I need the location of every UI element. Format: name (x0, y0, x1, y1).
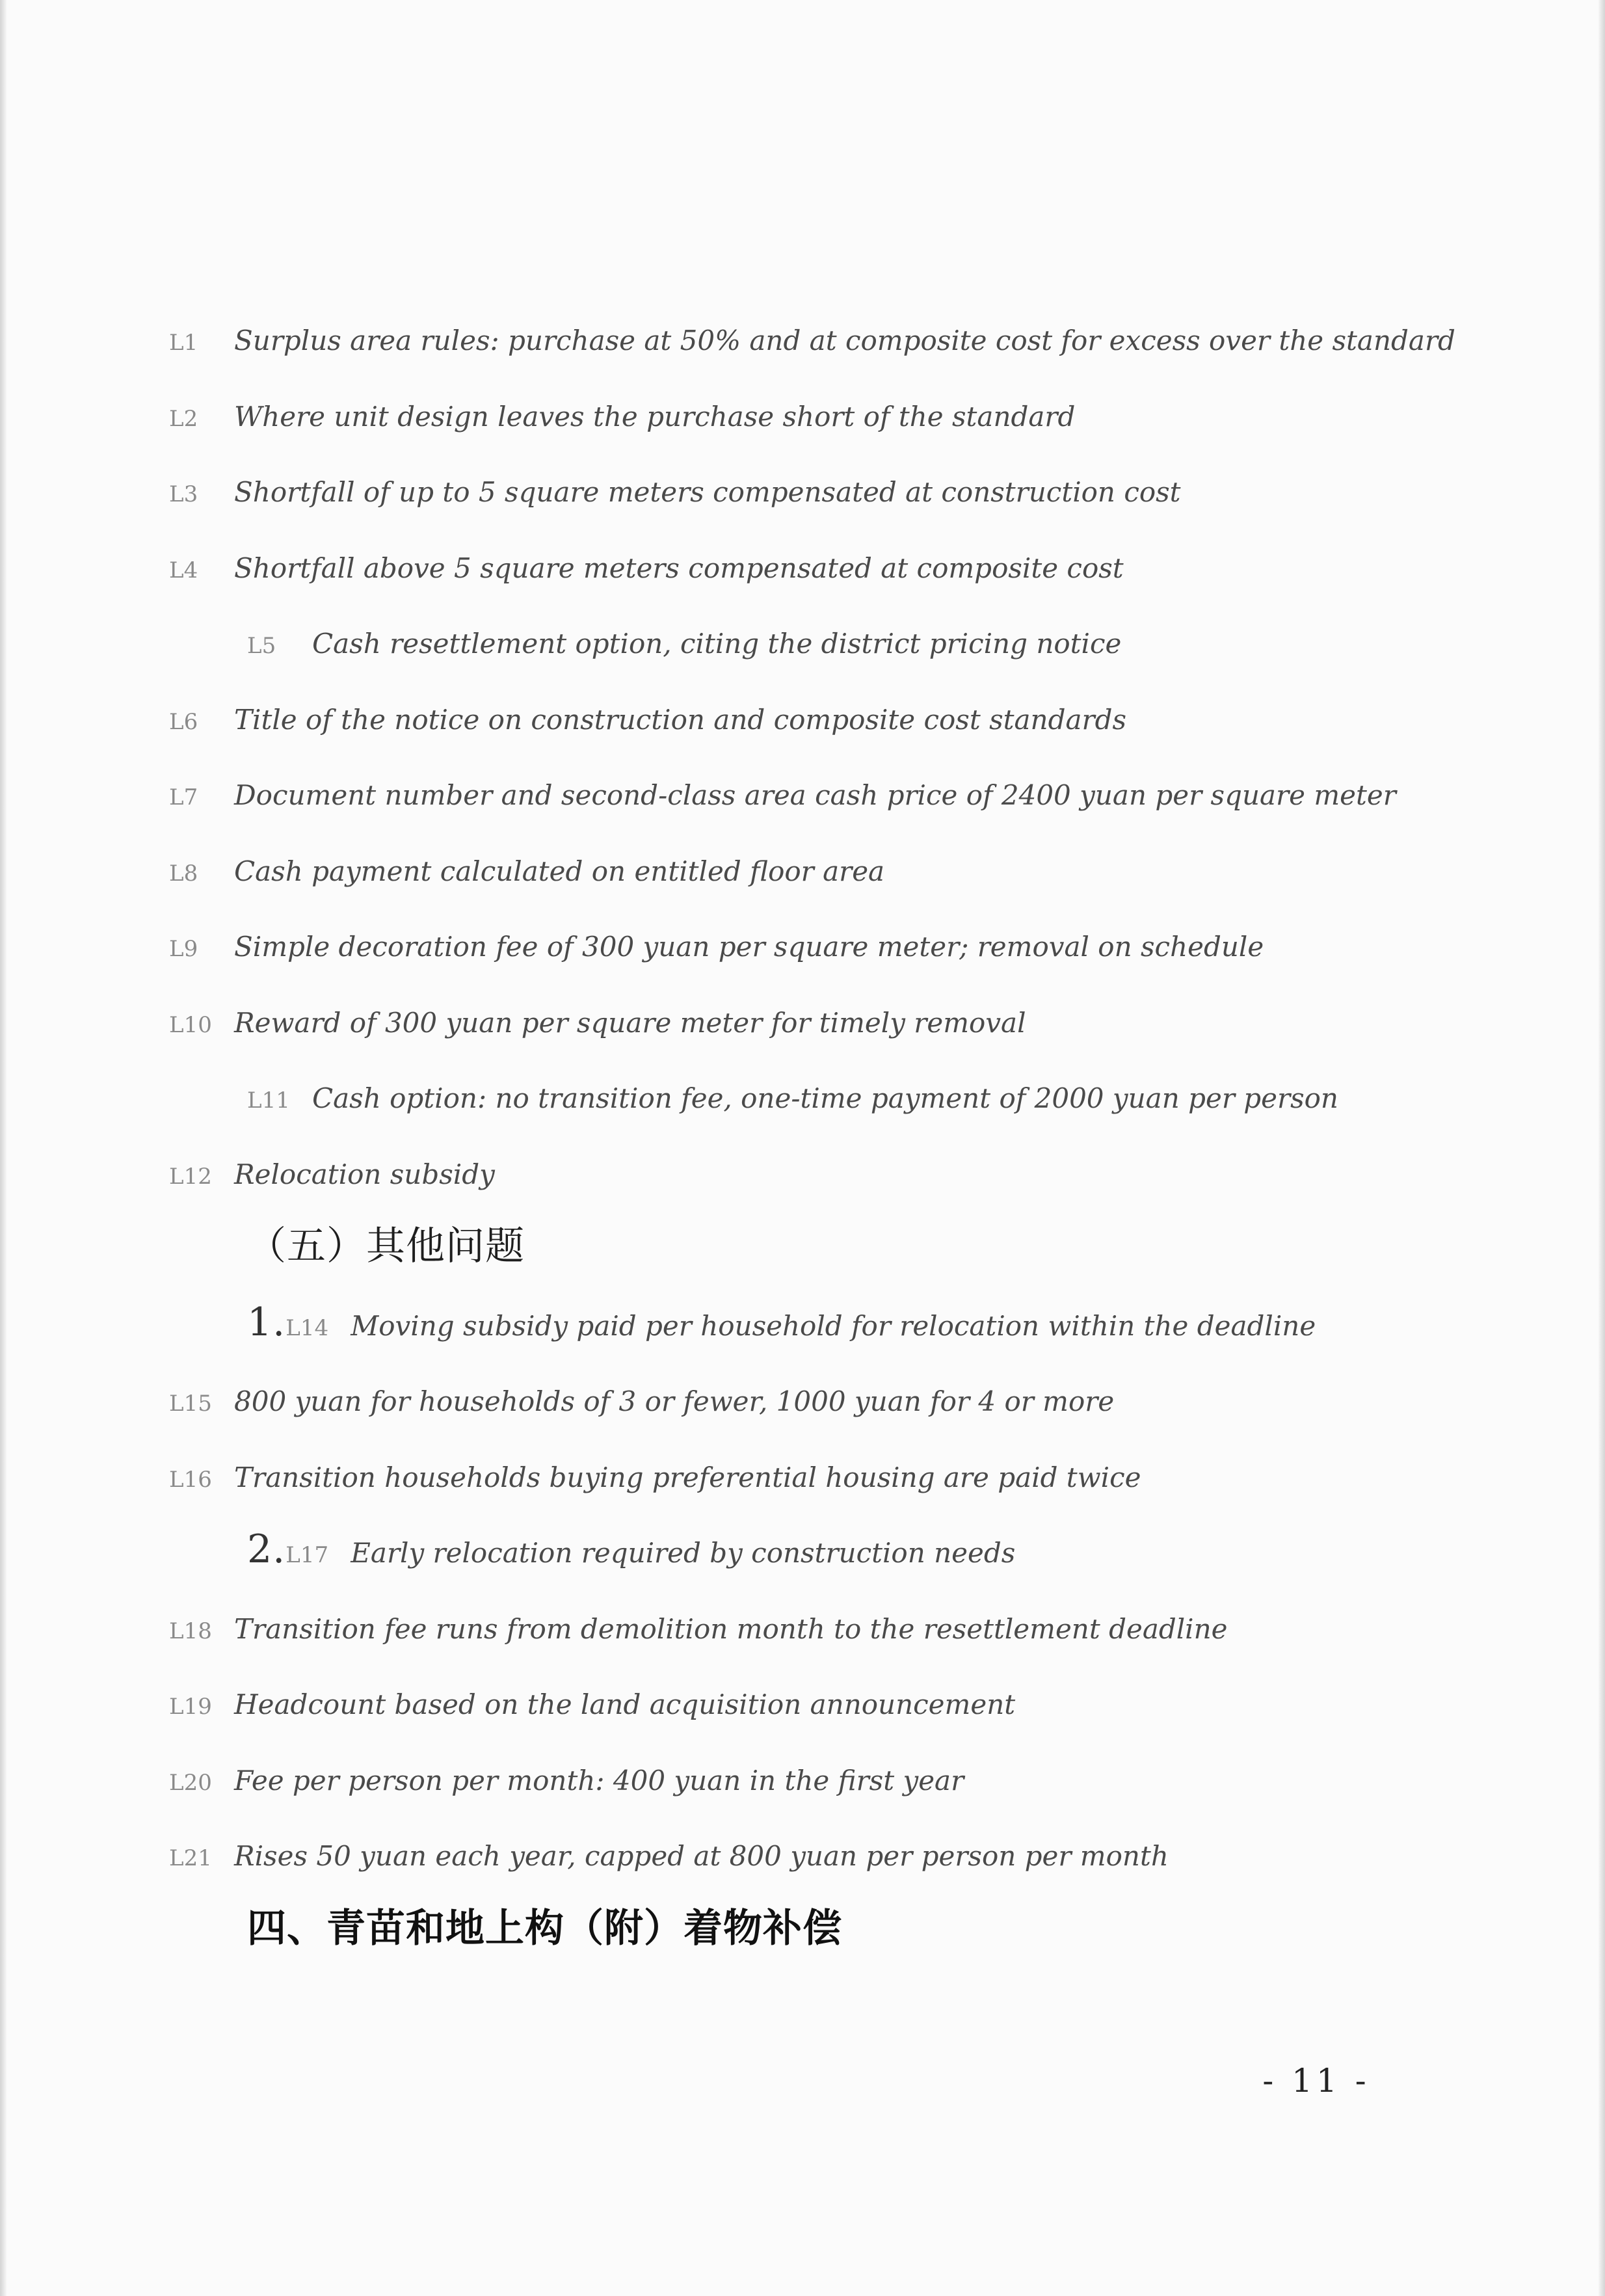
text-line-7: L7 Document number and second-class area cash price of 2400 yuan per square meter (169, 779, 1396, 811)
text-line-15: L15 800 yuan for households of 3 or fewer, 1000 yuan for 4 or more (169, 1385, 1115, 1417)
text-line-17: 2.L17 Early relocation required by construction needs (247, 1527, 1016, 1572)
page-number: - 11 - (1262, 2062, 1370, 2100)
text-line-4: L4 Shortfall above 5 square meters compensated at composite cost (169, 552, 1124, 584)
text-line-20: L20 Fee per person per month: 400 yuan in the first year (169, 1764, 964, 1796)
text-line-8: L8 Cash payment calculated on entitled floor area (169, 855, 885, 887)
section-heading: 四、青苗和地上构（附）着物补偿 (247, 1905, 842, 1951)
text-line-9: L9 Simple decoration fee of 300 yuan per square meter; removal on schedule (169, 931, 1264, 963)
text-line-11: L11 Cash option: no transition fee, one-time payment of 2000 yuan per person (247, 1082, 1338, 1114)
text-line-3: L3 Shortfall of up to 5 square meters compensated at construction cost (169, 476, 1181, 508)
text-line-14: 1.L14 Moving subsidy paid per household for relocation within the deadline (247, 1299, 1316, 1345)
item2-label: 2. (247, 1527, 286, 1572)
scan-edge-right (1598, 0, 1605, 2296)
body-text (169, 299, 1455, 1966)
text-line-18: L18 Transition fee runs from demolition month to the resettlement deadline (169, 1612, 1228, 1645)
item1-label: 1. (247, 1299, 286, 1345)
scan-edge-left (0, 0, 7, 2296)
subsection-label: （五）其他问题 (247, 1223, 525, 1269)
text-line-12: L12 Relocation subsidy (169, 1158, 495, 1190)
text-line-6: L6 Title of the notice on construction and composite cost standards (169, 703, 1127, 736)
text-line-2: L2 Where unit design leaves the purchase short of the standard (169, 400, 1076, 433)
text-line-21: L21 Rises 50 yuan each year, capped at 800 yuan per person per month (169, 1840, 1169, 1872)
text-line-16: L16 Transition households buying preferential housing are paid twice (169, 1461, 1141, 1493)
text-line-10: L10 Reward of 300 yuan per square meter for timely removal (169, 1006, 1026, 1039)
text-line-1: L1 Surplus area rules: purchase at 50% and at composite cost for excess over the standard (169, 325, 1455, 356)
text-line-19: L19 Headcount based on the land acquisition announcement (169, 1689, 1016, 1720)
text-line-5: L5 Cash resettlement option, citing the district pricing notice (247, 628, 1122, 660)
